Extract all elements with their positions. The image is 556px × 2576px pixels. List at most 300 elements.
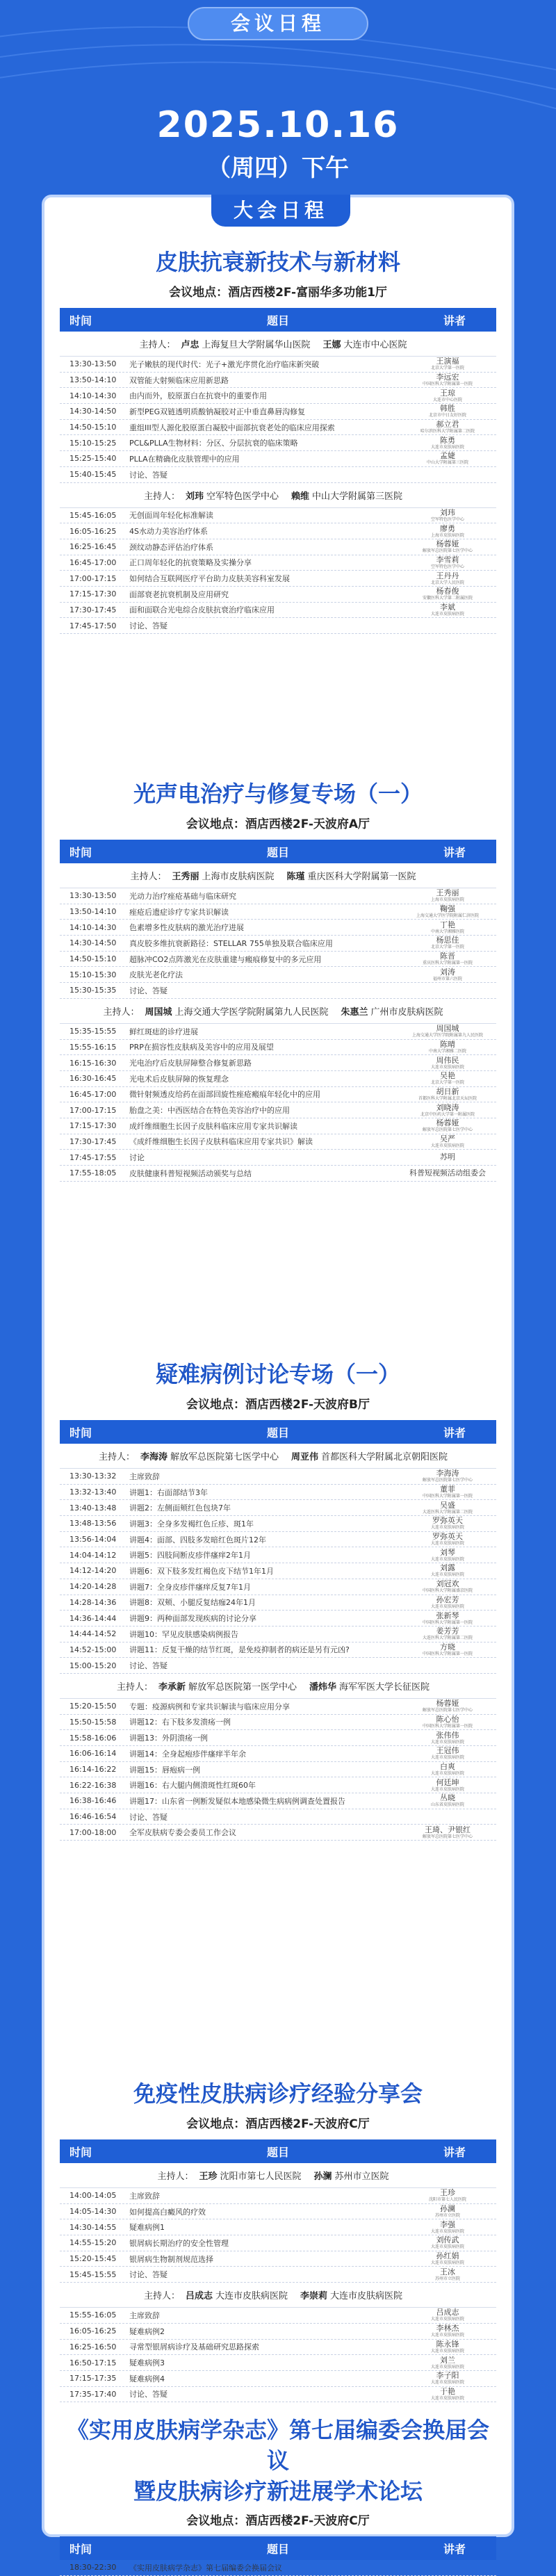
row-topic: 色素增多性皮肤病的激光治疗进展 (129, 923, 244, 933)
row-topic: PLLA在精确化皮肤管理中的应用 (129, 454, 240, 464)
row-speaker (399, 1119, 496, 1132)
schedule-row (60, 1547, 496, 1563)
speaker-name: 廖勇 (440, 523, 455, 533)
schedule-row (60, 1611, 496, 1627)
row-topic: 讨论、答疑 (129, 2270, 167, 2280)
moderator-org: 海军军医大学长征医院 (339, 1681, 430, 1693)
speaker-org: 空军特色医学中心 (430, 564, 464, 569)
moderators-row (60, 863, 496, 888)
speaker-name: 李远宏 (436, 373, 459, 382)
row-speaker (399, 936, 496, 949)
schedule-row (60, 1055, 496, 1071)
row-speaker (399, 452, 496, 465)
speaker-org: 解放军总医院第七医学中心 (422, 1478, 473, 1483)
speaker-org: 上海市皮肤病医院 (430, 532, 464, 538)
row-time: 15:55-16:15 (70, 1042, 117, 1052)
schedule-row (60, 618, 496, 634)
row-speaker (399, 556, 496, 569)
column-header-topic: 题目 (266, 313, 289, 327)
speaker-org: 大连市皮肤病医院 (430, 2228, 464, 2234)
row-topic: 讲题14：全身起疱疹伴瘙痒半年余 (129, 1749, 246, 1759)
speaker-org: 中国医科大学附属第一医院 (422, 1723, 473, 1729)
row-topic: 专题：疫源病例和专家共识解读与临床应用分享 (129, 1702, 290, 1711)
row-time: 17:35-17:40 (70, 2389, 117, 2399)
speaker-org: 解放军总医院第七医学中心 (422, 1127, 473, 1133)
row-topic: 讲题17：山东省一例断发疑似本地感染微生病病例调查处置报告 (129, 1796, 345, 1806)
row-topic: 讲题9：两种面部发现疾病的讨论分享 (129, 1614, 256, 1624)
row-topic: 光电治疗后皮肤屏障整合修复新思路 (129, 1059, 252, 1068)
row-time: 16:45-17:00 (70, 557, 117, 567)
row-topic: 银屑病生物制剂规范选择 (129, 2254, 213, 2264)
row-time: 14:20-14:28 (70, 1582, 117, 1592)
row-topic: 讲题4：面部、四肢多发暗红色斑片12年 (129, 1535, 266, 1544)
moderators-row (60, 1674, 496, 1699)
speaker-org: 大连市皮肤病医院 (430, 1771, 464, 1777)
row-speaker (399, 1612, 496, 1625)
row-time: 16:30-16:45 (70, 1074, 117, 1084)
row-topic: 讲题15：唇疱病一例 (129, 1765, 200, 1775)
schedule-row (60, 1658, 496, 1674)
moderator-org: 大连市中心医院 (343, 340, 407, 350)
row-speaker (399, 2268, 496, 2281)
speaker-name: 吴艳 (440, 1071, 455, 1081)
speaker-org: 空军特色医学中心 (430, 516, 464, 522)
speaker-org: 大连市皮肤病医院 (430, 1143, 464, 1148)
row-topic: 寻常型银屑病诊疗及基础研究思路探索 (129, 2342, 259, 2352)
speaker-org: 福州市第六医院 (432, 976, 462, 981)
row-speaker (399, 1025, 496, 1038)
schedule-row (60, 952, 496, 968)
row-speaker (399, 1549, 496, 1562)
row-topic: 无创面周年轻化标准解读 (129, 511, 213, 521)
schedule-row (60, 2387, 496, 2403)
schedule-row (60, 2219, 496, 2235)
row-time: 17:45-17:50 (70, 621, 117, 630)
schedule-row (60, 1166, 496, 1182)
card-tab: 大会日程 (211, 195, 350, 227)
moderator-org: 上海复旦大学附属华山医院 (202, 340, 311, 350)
row-time: 14:28-14:36 (70, 1597, 117, 1607)
row-time: 16:22-16:38 (70, 1780, 117, 1790)
row-time: 17:15-17:35 (70, 2374, 117, 2383)
speaker-org: 苏州市立医院 (434, 2213, 460, 2219)
speaker-name: 于艳 (440, 2386, 455, 2396)
row-topic: 讲题16：右大腿内侧溃斑性红斑60年 (129, 1781, 256, 1791)
speaker-org: 大连市皮肤病医院 (430, 1541, 464, 1547)
row-speaker (399, 421, 496, 434)
row-time: 15:50-15:58 (70, 1717, 117, 1727)
row-time: 16:15-16:30 (70, 1058, 117, 1068)
speaker-org: 中南大学湘雅医院 (430, 929, 464, 934)
speaker-name: 苏明 (440, 1152, 455, 1162)
session-venue: 会议地点：酒店西楼2F-富丽华多功能1厅 (169, 286, 387, 300)
row-topic: 讲题2：左侧面颊红色包块7年 (129, 1503, 231, 1513)
column-header-topic: 题目 (266, 2542, 289, 2556)
row-time: 16:25-16:50 (70, 2342, 117, 2351)
row-speaker (399, 587, 496, 601)
row-topic: 皮肤健康科普短视频活动颁奖与总结 (129, 1168, 252, 1178)
row-speaker (399, 2372, 496, 2385)
moderator-name: 吕成志 (185, 2291, 213, 2302)
schedule-row (60, 2251, 496, 2267)
row-speaker (399, 1104, 496, 1117)
schedule-row (60, 1563, 496, 1579)
schedule-row (60, 1730, 496, 1746)
schedule-row (60, 1071, 496, 1087)
schedule-row (60, 1469, 496, 1485)
speaker-name: 李子阳 (436, 2371, 459, 2381)
schedule-row (60, 404, 496, 420)
speaker-org: 山东省皮肤病医院 (430, 1802, 464, 1808)
speaker-org: 中国医科大学附属第一医院 (422, 1494, 473, 1499)
row-speaker (399, 405, 496, 418)
speaker-org: 中南大学湘雅二医院 (428, 1048, 466, 1054)
row-topic: 皮肤光老化疗法 (129, 970, 183, 980)
speaker-org: 大连市皮肤病医院 (430, 2244, 464, 2250)
moderator-org: 中山大学附属第三医院 (312, 491, 403, 502)
speaker-name: 方晓 (440, 1642, 455, 1652)
table-header (60, 308, 496, 332)
speaker-name: 罗弥英天 (432, 1516, 463, 1526)
moderator-name: 王秀丽 (172, 872, 199, 882)
speaker-org: 大连医科大学附属第二医院 (422, 1509, 473, 1515)
row-time: 13:50-14:10 (70, 907, 117, 917)
row-time: 16:05-16:25 (70, 2326, 117, 2336)
row-time: 13:30-13:50 (70, 891, 117, 901)
row-speaker (399, 1779, 496, 1792)
speaker-org: 大连市中心医院 (432, 397, 462, 402)
speaker-org: 北京中医药大学第一附属医院 (420, 1111, 475, 1117)
row-speaker (399, 373, 496, 386)
speaker-org: 大连医科大学附属第二医院 (422, 1636, 473, 1641)
moderators-row (60, 999, 496, 1024)
speaker-name: 李强 (440, 2219, 455, 2229)
row-time: 17:00-17:15 (70, 1105, 117, 1115)
moderator-label: 主持人： (143, 2291, 180, 2302)
session-subtitle: 暨皮肤病诊疗新进展学术论坛 (133, 2478, 423, 2504)
speaker-name: 胡日新 (436, 1086, 459, 1096)
row-topic: 讨论、答疑 (129, 1812, 167, 1822)
row-time: 15:10-15:25 (70, 438, 117, 448)
row-topic: 讲题12：右下肢多发溃疡一例 (129, 1718, 231, 1727)
moderator-name: 赖维 (291, 491, 310, 502)
speaker-org: 大连市皮肤病医院 (430, 2380, 464, 2386)
column-header-speaker: 讲者 (443, 2145, 466, 2159)
speaker-org: 北京大学第一医院 (430, 366, 464, 371)
schedule-row (60, 1762, 496, 1778)
row-time: 14:10-14:30 (70, 391, 117, 400)
schedule-row (60, 936, 496, 952)
speaker-name: 刘露 (440, 1563, 455, 1573)
moderator-org: 沈阳市第七人民医院 (220, 2171, 302, 2182)
table-header (60, 2536, 496, 2560)
moderator-name: 孙澜 (313, 2171, 332, 2182)
row-speaker (399, 1715, 496, 1729)
schedule-row (60, 357, 496, 373)
speaker-org: 大连市皮肤病医院 (430, 2348, 464, 2354)
row-speaker (399, 1643, 496, 1656)
row-speaker (399, 1699, 496, 1713)
speaker-name: 董菲 (440, 1485, 455, 1494)
row-time: 14:30-14:50 (70, 407, 117, 416)
column-header-speaker: 讲者 (443, 1426, 466, 1440)
schedule-row (60, 1040, 496, 1056)
row-speaker (399, 1135, 496, 1148)
session-title: 免疫性皮肤病诊疗经验分享会 (133, 2080, 423, 2107)
speaker-org: 大连市皮肤病医院 (430, 1572, 464, 1578)
speaker-name: 鞠强 (440, 904, 455, 914)
row-speaker (399, 1731, 496, 1745)
row-topic: 光动力治疗痤疮基础与临床研究 (129, 891, 236, 901)
speaker-name: 王秀丽 (436, 888, 459, 898)
speaker-name: 孟婕 (440, 451, 455, 461)
row-speaker (399, 921, 496, 934)
row-time: 16:46-16:54 (70, 1812, 117, 1822)
row-time: 14:00-14:05 (70, 2191, 117, 2201)
row-time: 15:20-15:45 (70, 2254, 117, 2264)
row-speaker (399, 2324, 496, 2338)
speaker-name: 科普短视频活动组委会 (409, 1168, 486, 1177)
speaker-org: 中国医科大学附属第一医院 (422, 1620, 473, 1625)
row-topic: 真皮胶多维抗衰新路径：STELLAR 755单独及联合临床应用 (129, 938, 333, 948)
moderator-name: 李海涛 (140, 1452, 167, 1462)
row-speaker (399, 1763, 496, 1776)
session-title: 皮肤抗衰新技术与新材料 (155, 249, 400, 275)
row-topic: 疑难病例3 (129, 2358, 165, 2368)
row-topic: 主席致辞 (129, 1472, 160, 1481)
column-header-time: 时间 (70, 1426, 92, 1440)
speaker-name: 杨蓉娅 (436, 1699, 459, 1709)
schedule-row (60, 373, 496, 389)
speaker-name: 陈晴 (440, 1039, 455, 1049)
row-time: 15:55-16:05 (70, 2310, 117, 2320)
row-time: 16:45-17:00 (70, 1089, 117, 1099)
speaker-org: 大连市皮肤病医院 (430, 1755, 464, 1761)
row-speaker (399, 603, 496, 617)
speaker-name: 吴严 (440, 1134, 455, 1143)
speaker-name: 刘琴 (440, 1547, 455, 1557)
moderator-name: 陈瑾 (286, 872, 305, 882)
moderator-label: 主持人： (143, 491, 180, 502)
moderator-org: 大连市皮肤病医院 (330, 2291, 403, 2302)
speaker-name: 吕成志 (436, 2308, 459, 2317)
row-speaker (399, 1088, 496, 1101)
schedule-row (60, 508, 496, 524)
row-speaker (399, 1564, 496, 1577)
row-time: 13:30-13:50 (70, 359, 117, 369)
row-time: 15:45-15:55 (70, 2269, 117, 2279)
row-time: 14:10-14:30 (70, 922, 117, 932)
row-time: 17:45-17:55 (70, 1152, 117, 1162)
schedule-row (60, 1715, 496, 1731)
speaker-name: 丛晓 (440, 1793, 455, 1803)
row-time: 17:30-17:45 (70, 605, 117, 614)
row-topic: 疑难病例4 (129, 2374, 165, 2383)
row-speaker (399, 389, 496, 402)
schedule-row (60, 1595, 496, 1611)
row-topic: 面部衰老抗衰机制及应用研究 (129, 589, 229, 599)
row-topic: 讲题1：右面部结节3年 (129, 1487, 208, 1497)
session-section (60, 778, 496, 1182)
row-topic: 讲题3：全身多发褐红色丘疹、斑1年 (129, 1519, 254, 1529)
speaker-name: 孙澜 (440, 2204, 455, 2214)
row-speaker (399, 952, 496, 965)
speaker-name: 张伟伟 (436, 1730, 459, 1740)
speaker-name: 刘传武 (436, 2235, 459, 2245)
schedule-row (60, 1777, 496, 1793)
speaker-name: 张新琴 (436, 1611, 459, 1620)
row-speaker (399, 2340, 496, 2354)
row-speaker (399, 1041, 496, 1054)
schedule-row (60, 2235, 496, 2251)
schedule-card (42, 195, 514, 2573)
row-time: 14:30-14:50 (70, 938, 117, 948)
schedule-row (60, 1532, 496, 1548)
row-time: 14:12-14:20 (70, 1566, 117, 1576)
row-topic: 鲜红斑痣的诊疗进展 (129, 1027, 198, 1036)
row-topic: 双管能大射频临床应用新思路 (129, 375, 229, 385)
schedule-row (60, 1516, 496, 1532)
row-topic: 光子嫩肤的现代时代：光子+激光序贯化治疗临床新突破 (129, 359, 320, 369)
row-topic: 超脉冲CO2点阵激光在皮肤重建与瘢痕修复中的多元应用 (129, 954, 322, 964)
speaker-name: 周国城 (436, 1024, 459, 1034)
speaker-name: 韩胜 (440, 404, 455, 414)
column-header-topic: 题目 (266, 2145, 289, 2159)
row-speaker (399, 2308, 496, 2322)
moderator-org: 解放军总医院第一医学中心 (188, 1681, 297, 1693)
row-speaker (399, 509, 496, 522)
speaker-org: 北京大学第一医院 (430, 945, 464, 950)
schedule-row (60, 2371, 496, 2387)
speaker-name: 王演福 (436, 357, 459, 366)
row-time: 14:04-14:12 (70, 1550, 117, 1560)
row-topic: 胎盘之美：中西医结合在特色美容治疗中的应用 (129, 1106, 290, 1116)
row-topic: 讨论、答疑 (129, 470, 167, 480)
row-speaker (399, 2388, 496, 2401)
row-time: 17:55-18:05 (70, 1168, 117, 1178)
column-header-time: 时间 (70, 313, 92, 327)
speaker-org: 北京大学第一医院 (430, 1080, 464, 1086)
row-topic: 全军皮肤病专委会委员工作会议 (129, 1828, 236, 1838)
speaker-name: 孙宏芳 (436, 1595, 459, 1604)
row-topic: 如何提高白癜风的疗效 (129, 2207, 206, 2217)
moderator-org: 首都医科大学附属北京朝阳医院 (321, 1452, 448, 1462)
row-topic: 光电术后皮肤屏障的恢复理念 (129, 1074, 229, 1084)
schedule-row (60, 435, 496, 451)
row-time: 15:45-16:05 (70, 510, 117, 520)
moderators-row (60, 2283, 496, 2308)
schedule-row (60, 1793, 496, 1809)
schedule-row (60, 2355, 496, 2371)
column-header-speaker: 讲者 (443, 845, 466, 859)
session-section (60, 2078, 496, 2402)
row-speaker (399, 357, 496, 370)
row-time: 15:40-15:45 (70, 470, 117, 480)
column-header-speaker: 讲者 (443, 313, 466, 327)
speaker-org: 大连市皮肤病医院 (430, 444, 464, 450)
speaker-org: 中国医科大学附属第一医院 (422, 1651, 473, 1656)
speaker-org: 大连市皮肤病医院 (430, 2395, 464, 2401)
row-time: 14:50-15:10 (70, 423, 117, 432)
speaker-name: 李斌 (440, 602, 455, 612)
speaker-org: 哈尔滨医科大学附属第二医院 (420, 429, 475, 434)
row-speaker (399, 1533, 496, 1546)
schedule-row (60, 571, 496, 587)
schedule-row (60, 523, 496, 539)
speaker-name: 杨蓉娅 (436, 539, 459, 549)
schedule-row (60, 1500, 496, 1516)
speaker-name: 刘玮 (440, 507, 455, 517)
schedule-row (60, 2267, 496, 2283)
row-topic: 《成纤维细胞生长因子皮肤科临床应用专家共识》解读 (129, 1137, 313, 1147)
speaker-org: 大连市皮肤病医院 (430, 2364, 464, 2370)
column-header-time: 时间 (70, 2542, 92, 2556)
schedule-row (60, 904, 496, 920)
row-speaker (399, 1485, 496, 1499)
row-topic: 讲题11：反复干燥的结节红斑，是免疫抑制者的病还是另有元凶? (129, 1645, 350, 1655)
row-speaker (399, 1826, 496, 1839)
moderator-name: 王珍 (199, 2171, 218, 2182)
session-section (60, 246, 496, 634)
schedule-row (60, 451, 496, 467)
row-topic: 新型PEG双链透明质酸钠凝胶对正中垂直鼻唇沟修复 (129, 407, 306, 416)
row-topic: 讲题6：双下肢多发红褐色皮下结节1年1月 (129, 1566, 274, 1576)
speaker-name: 杨思佳 (436, 936, 459, 945)
schedule-row (60, 388, 496, 404)
row-speaker (399, 1747, 496, 1760)
moderator-org: 解放军总医院第七医学中心 (170, 1452, 279, 1462)
row-speaker (399, 1169, 496, 1177)
row-topic: 重组III型人源化胶原蛋白凝胶中面部抗衰老处的临床应用探索 (129, 423, 335, 432)
moderator-name: 朱惠兰 (341, 1006, 368, 1018)
speaker-name: 李雪莉 (436, 555, 459, 564)
row-speaker (399, 1517, 496, 1530)
speaker-name: 白爽 (440, 1762, 455, 1772)
moderator-name: 李崇莉 (300, 2291, 328, 2302)
speaker-name: 罗弥英天 (432, 1532, 463, 1542)
row-speaker (399, 2205, 496, 2218)
speaker-org: 上海市皮肤病医院 (430, 897, 464, 903)
row-speaker (399, 1596, 496, 1609)
speaker-org: 重庆医科大学附属第一医院 (422, 961, 473, 966)
column-header-topic: 题目 (266, 845, 289, 859)
row-time: 13:40-13:48 (70, 1503, 117, 1513)
row-time: 14:30-14:55 (70, 2222, 117, 2232)
moderator-org: 上海交通大学医学院附属第九人民医院 (174, 1006, 329, 1018)
speaker-name: 王丹丹 (436, 571, 459, 580)
row-topic: 由内而外，胶原蛋白在抗衰中的重要作用 (129, 391, 267, 401)
schedule-row (60, 539, 496, 555)
row-topic: 如何结合互联网医疗平台助力皮肤美容科室发展 (129, 574, 290, 584)
row-topic: 讨论 (129, 1153, 145, 1163)
moderator-org: 空军特色医学中心 (206, 491, 279, 502)
schedule-row (60, 587, 496, 603)
schedule-row (60, 1118, 496, 1134)
row-time: 15:58-16:06 (70, 1733, 117, 1743)
speaker-name: 陈晋 (440, 952, 455, 961)
row-time: 13:30-13:32 (70, 1472, 117, 1481)
session-venue: 会议地点：酒店西楼2F-天波府B厅 (186, 1398, 370, 1412)
row-topic: 主席致辞 (129, 2191, 160, 2201)
row-time: 16:50-17:15 (70, 2358, 117, 2367)
row-time: 15:00-15:20 (70, 1661, 117, 1670)
row-speaker (399, 968, 496, 981)
speaker-org: 首都医科大学附属北京天坛医院 (418, 1095, 477, 1101)
schedule-row (60, 555, 496, 571)
speaker-name: 杨春俊 (436, 587, 459, 596)
row-time: 13:50-14:10 (70, 375, 117, 385)
schedule-row (60, 1150, 496, 1166)
